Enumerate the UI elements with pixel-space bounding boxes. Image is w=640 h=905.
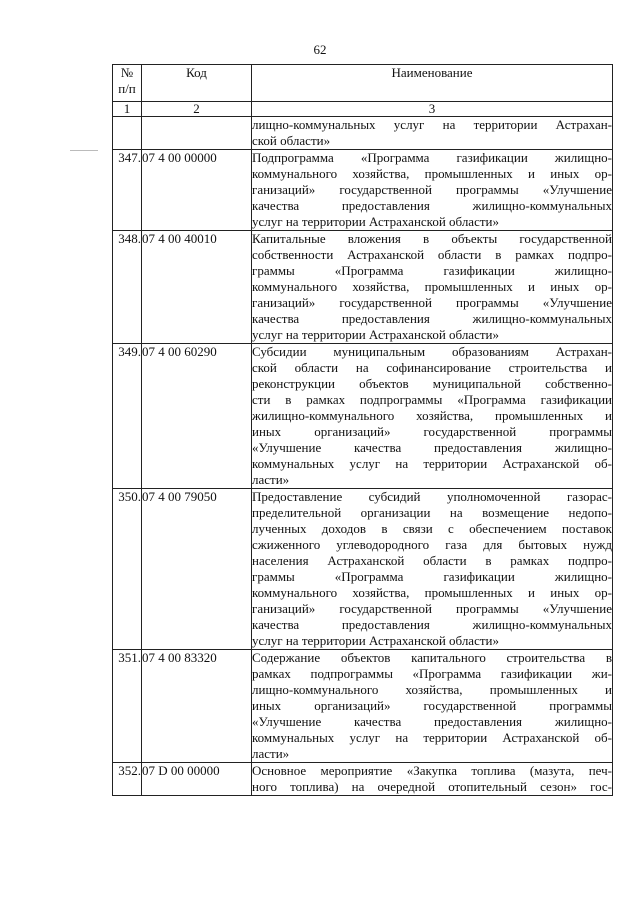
row-name xyxy=(252,489,613,650)
name-line: пределительной организации на возмещение недопо- xyxy=(252,505,612,520)
row-code: 07 4 00 60290 xyxy=(142,344,252,489)
name-line: услуг на территории Астраханской области» xyxy=(252,327,499,342)
name-line: рамках подпрограммы «Программа газификации жи- xyxy=(252,666,612,681)
header-code: Код xyxy=(142,65,252,102)
name-line: иных организаций» государственной программы xyxy=(252,698,612,713)
name-line: лищно-коммунального хозяйства, промышленных и xyxy=(252,682,612,697)
name-line: качества предоставления жилищно-коммунальных xyxy=(252,198,612,213)
row-code xyxy=(142,117,252,150)
name-line: собственности Астраханской области в рамках подпро- xyxy=(252,247,612,262)
row-number: 349. xyxy=(113,344,142,489)
name-line: коммунального хозяйства, промышленных и иных ор- xyxy=(252,279,612,294)
name-line: ного топлива) на очередной отопительный сезон» гос- xyxy=(252,779,612,794)
name-line: сти в рамках подпрограммы «Программа газификации xyxy=(252,392,612,407)
row-number: 351. xyxy=(113,650,142,763)
page-number: 62 xyxy=(313,42,327,57)
name-line: ласти» xyxy=(252,746,290,761)
name-line: качества предоставления жилищно-коммунальных xyxy=(252,617,612,632)
budget-code-table xyxy=(112,64,613,796)
name-line: коммунального хозяйства, промышленных и иных ор- xyxy=(252,585,612,600)
header-num-line-2: п/п xyxy=(118,81,136,96)
name-line: Основное мероприятие «Закупка топлива (мазута, печ- xyxy=(252,763,612,778)
row-name xyxy=(252,231,613,344)
header-name: Наименование xyxy=(252,65,613,102)
name-line: иных организаций» государственной программы xyxy=(252,424,612,439)
row-name xyxy=(252,117,613,150)
row-number xyxy=(113,117,142,150)
row-number: 348. xyxy=(113,231,142,344)
column-index-3: 3 xyxy=(252,102,613,117)
row-name xyxy=(252,150,613,231)
table-row xyxy=(113,344,613,489)
name-line: Предоставление субсидий уполномоченной газорас- xyxy=(252,489,612,504)
column-index-row xyxy=(113,102,613,117)
column-index-1: 1 xyxy=(113,102,142,117)
margin-mark xyxy=(70,150,98,151)
name-line: Субсидии муниципальным образованиям Астрахан- xyxy=(252,344,612,359)
table-row xyxy=(113,650,613,763)
row-code: 07 D 00 00000 xyxy=(142,763,252,796)
row-name xyxy=(252,650,613,763)
row-code: 07 4 00 83320 xyxy=(142,650,252,763)
row-name xyxy=(252,344,613,489)
name-line: населения Астраханской области в рамках подпро- xyxy=(252,553,612,568)
name-line: сжиженного углеводородного газа для бытовых нужд xyxy=(252,537,612,552)
row-code: 07 4 00 40010 xyxy=(142,231,252,344)
name-line: Капитальные вложения в объекты государственной xyxy=(252,231,612,246)
name-line: ганизаций» государственной программы «Улучшение xyxy=(252,182,612,197)
table-row xyxy=(113,763,613,796)
name-line: Подпрограмма «Программа газификации жилищно- xyxy=(252,150,612,165)
name-line: услуг на территории Астраханской области» xyxy=(252,633,499,648)
name-line: граммы «Программа газификации жилищно- xyxy=(252,569,612,584)
name-line: жилищно-коммунального хозяйства, промышленных и xyxy=(252,408,612,423)
name-line: ласти» xyxy=(252,472,290,487)
table-row xyxy=(113,231,613,344)
table-row xyxy=(113,117,613,150)
table-body xyxy=(113,117,613,796)
name-line: лищно-коммунальных услуг на территории Астрахан- xyxy=(252,117,612,132)
name-line: реконструкции объектов муниципальной собственно- xyxy=(252,376,612,391)
name-line: лученных доходов в связи с обеспечением поставок xyxy=(252,521,612,536)
name-line: услуг на территории Астраханской области» xyxy=(252,214,499,229)
row-number: 347. xyxy=(113,150,142,231)
name-line: ганизаций» государственной программы «Улучшение xyxy=(252,295,612,310)
header-num-line-1: № xyxy=(120,65,134,80)
header-num xyxy=(113,65,142,102)
name-line: ганизаций» государственной программы «Улучшение xyxy=(252,601,612,616)
row-code: 07 4 00 00000 xyxy=(142,150,252,231)
name-line: коммунальных услуг на территории Астраханской об- xyxy=(252,730,612,745)
name-line: ской области» xyxy=(252,133,331,148)
name-line: качества предоставления жилищно-коммунальных xyxy=(252,311,612,326)
name-line: «Улучшение качества предоставления жилищно- xyxy=(252,714,612,729)
header-row xyxy=(113,65,613,102)
row-name xyxy=(252,763,613,796)
name-line: ской области на софинансирование строительства и xyxy=(252,360,612,375)
name-line: коммунальных услуг на территории Астраханской об- xyxy=(252,456,612,471)
row-number: 350. xyxy=(113,489,142,650)
name-line: коммунального хозяйства, промышленных и иных ор- xyxy=(252,166,612,181)
name-line: «Улучшение качества предоставления жилищно- xyxy=(252,440,612,455)
row-code: 07 4 00 79050 xyxy=(142,489,252,650)
row-number: 352. xyxy=(113,763,142,796)
name-line: граммы «Программа газификации жилищно- xyxy=(252,263,612,278)
table-row xyxy=(113,489,613,650)
name-line: Содержание объектов капитального строительства в xyxy=(252,650,612,665)
table-row xyxy=(113,150,613,231)
column-index-2: 2 xyxy=(142,102,252,117)
